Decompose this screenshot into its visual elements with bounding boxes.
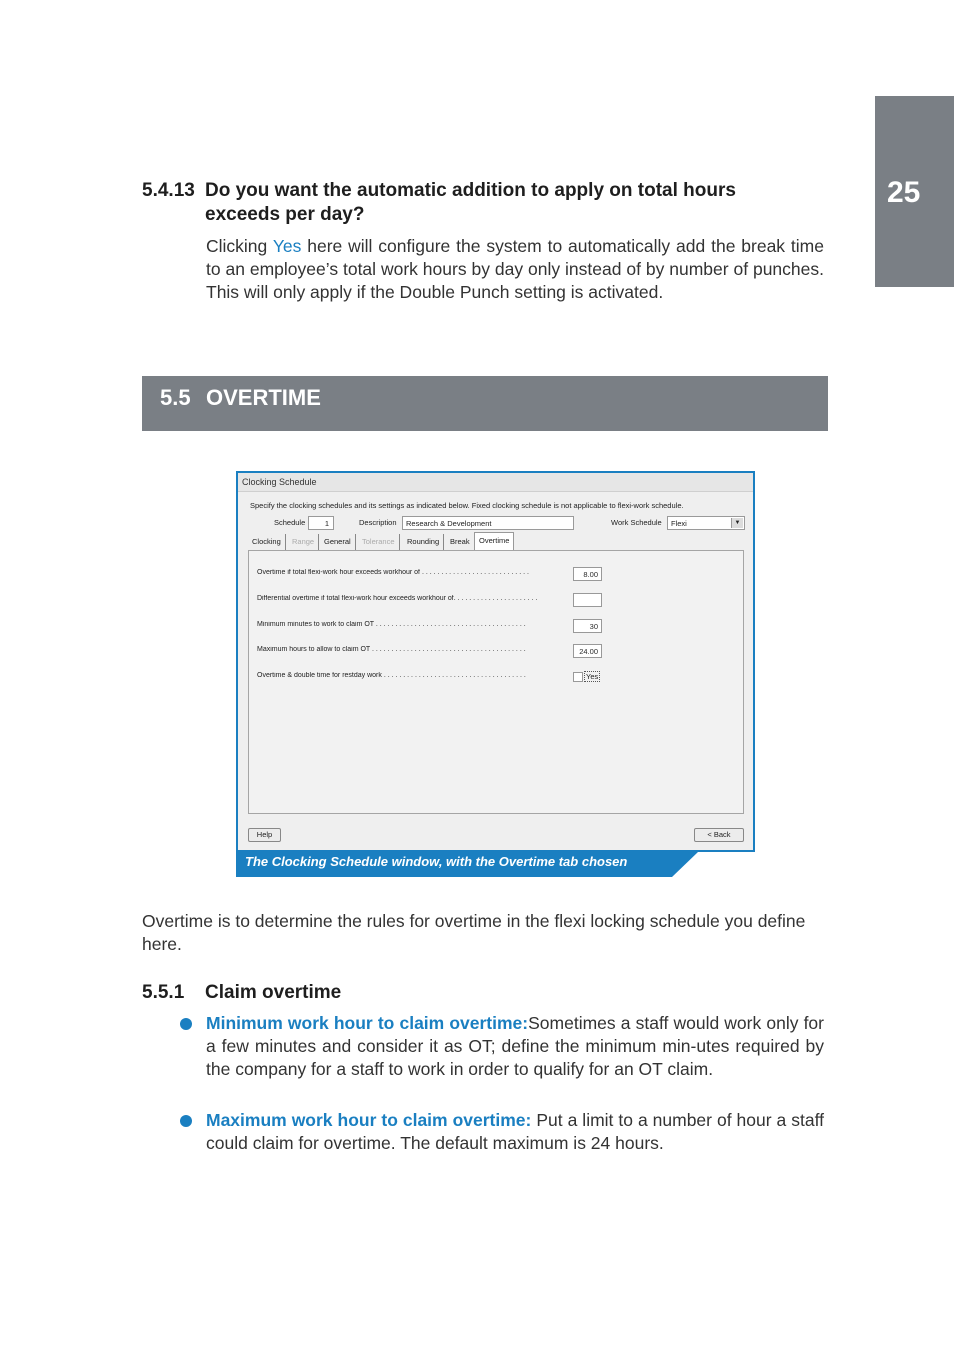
work-schedule-value: Flexi	[671, 519, 687, 528]
section-number: 5.5	[160, 385, 191, 410]
page-number: 25	[887, 176, 921, 209]
min-minutes-value: 30	[589, 622, 598, 631]
chevron-down-icon[interactable]: ▼	[731, 518, 743, 528]
description-value: Research & Development	[406, 519, 492, 528]
heading-text: Do you want the automatic addition to apply on total hours exceeds per day?	[205, 180, 736, 225]
max-hours-field[interactable]	[573, 644, 602, 658]
description-field[interactable]	[402, 516, 574, 530]
differential-ot-label: Differential overtime if total flexi-work hour exceeds workhour of. . . . . . . . . . . . . . . . . . . . . .	[257, 595, 538, 602]
bullet-text: Put a limit to a number of hour a staff could claim for overtime. The default maximum is 24 hours.	[206, 1110, 825, 1153]
overtime-panel	[248, 550, 744, 814]
ot-exceeds-label: Overtime if total flexi-work hour exceeds workhour of . . . . . . . . . . . . . . . . . . . . . . . . . . . .	[257, 569, 529, 576]
tab-break[interactable]: Break	[446, 534, 475, 550]
schedule-field[interactable]	[308, 516, 334, 530]
paragraph-text: here will configure the system to automatically add the break time to an employee’s total work hours by day only instead of by number of punches. This will only apply if the Double Punch setting is activated.	[206, 236, 824, 302]
restday-checkbox[interactable]	[573, 672, 583, 682]
min-minutes-field[interactable]	[573, 619, 602, 633]
min-minutes-label: Minimum minutes to work to claim OT . . . . . . . . . . . . . . . . . . . . . . . . . . . . . . . . . . . . . . .	[257, 621, 526, 628]
help-button[interactable]: Help	[248, 828, 281, 842]
bullet-icon	[180, 1018, 192, 1030]
differential-ot-field[interactable]	[573, 593, 602, 607]
restday-label: Overtime & double time for restday work . . . . . . . . . . . . . . . . . . . . . . . . . . . . . . . . . . . . .	[257, 672, 526, 679]
window-instruction: Specify the clocking schedules and its settings as indicated below. Fixed clocking schedule is not applicable to flexi-work schedule.	[250, 501, 684, 510]
description-label: Description	[359, 518, 397, 527]
heading-number: 5.5.1	[142, 982, 185, 1003]
paragraph-5-4-13	[206, 235, 824, 304]
bullet-max-work-hour	[206, 1109, 824, 1155]
tab-overtime[interactable]: Overtime	[474, 532, 514, 551]
window-titlebar	[238, 473, 753, 492]
tab-rounding[interactable]: Rounding	[403, 534, 444, 550]
page-number-tab	[875, 96, 954, 287]
restday-check-label[interactable]: Yes	[586, 672, 599, 681]
tab-clocking[interactable]: Clocking	[248, 534, 286, 550]
schedule-label: Schedule	[274, 518, 306, 527]
window-title: Clocking Schedule	[242, 477, 317, 487]
figure-caption	[236, 852, 698, 877]
bullet-term: Maximum work hour to claim overtime:	[206, 1110, 532, 1130]
paragraph-text: Clicking	[206, 236, 273, 256]
ot-exceeds-value: 8.00	[583, 570, 598, 579]
work-schedule-dropdown[interactable]	[667, 516, 745, 530]
schedule-value: 1	[324, 519, 329, 528]
bullet-icon	[180, 1115, 192, 1127]
tab-general[interactable]: General	[320, 534, 356, 550]
bullet-term: Minimum work hour to claim overtime:	[206, 1013, 529, 1033]
section-title: OVERTIME	[206, 385, 321, 410]
clocking-schedule-window	[236, 471, 755, 852]
section-bar-overtime	[142, 376, 828, 431]
back-button[interactable]: < Back	[694, 828, 744, 842]
tab-range[interactable]: Range	[288, 534, 319, 550]
bullet-text: Sometimes a staff would work only for a few minutes and consider it as OT; define the minimum min-utes required by the company for a staff to work in order to qualify for an OT claim.	[206, 1013, 824, 1079]
max-hours-value: 24.00	[579, 647, 598, 656]
work-schedule-label: Work Schedule	[611, 518, 662, 527]
ot-exceeds-field[interactable]	[573, 567, 602, 581]
heading-text: Claim overtime	[205, 982, 342, 1003]
tab-tolerance[interactable]: Tolerance	[358, 534, 400, 550]
yes-link-text: Yes	[272, 236, 302, 256]
bullet-min-work-hour	[206, 1012, 824, 1081]
caption-text: The Clocking Schedule window, with the Overtime tab chosen	[245, 854, 628, 869]
intro-paragraph: Overtime is to determine the rules for overtime in the flexi locking schedule you define here.	[142, 911, 806, 954]
heading-number: 5.4.13	[142, 180, 195, 201]
max-hours-label: Maximum hours to allow to claim OT . . . . . . . . . . . . . . . . . . . . . . . . . . . . . . . . . . . . . . . .	[257, 646, 526, 653]
